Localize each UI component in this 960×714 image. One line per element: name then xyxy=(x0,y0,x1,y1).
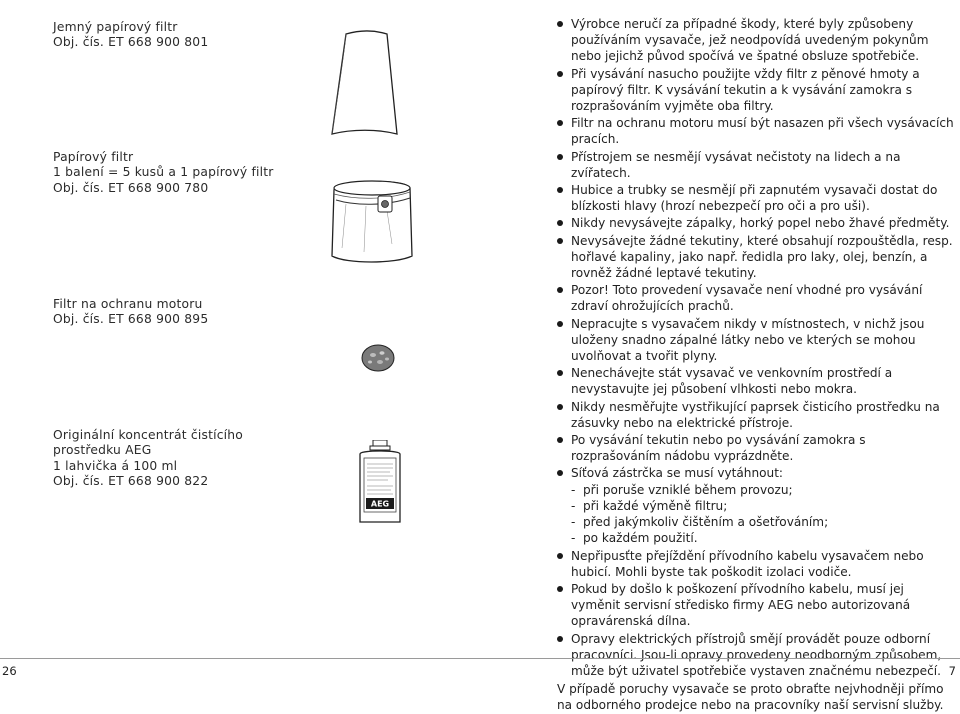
bullet-icon xyxy=(557,470,563,476)
product-name: Originální koncentrát čistícího xyxy=(53,428,244,442)
bullet-icon xyxy=(557,370,563,376)
bullet-icon xyxy=(557,437,563,443)
sub-list-item xyxy=(571,482,955,498)
page-number-left: 26 xyxy=(2,664,17,678)
list-item xyxy=(557,399,955,431)
list-item xyxy=(557,432,955,464)
sub-list-item-text: před jakýmkoliv čištěním a ošetřováním; xyxy=(583,515,829,530)
list-item xyxy=(557,149,955,181)
list-item xyxy=(557,548,955,580)
list-item xyxy=(557,16,955,65)
bullet-icon xyxy=(557,187,563,193)
product-cleaning-concentrate xyxy=(53,428,283,490)
order-number: Obj. čís. ET 668 900 822 xyxy=(53,474,209,489)
list-item-text: Filtr na ochranu motoru musí být nasazen při všech vysávacích pracích. xyxy=(571,116,954,147)
package-info: 1 lahvička á 100 ml xyxy=(53,458,178,473)
list-item xyxy=(557,233,955,282)
list-item-text: Pozor! Toto provedení vysavače není vhodné pro vysávání zdraví ohrožujících prachů. xyxy=(571,283,923,314)
bullet-icon xyxy=(557,220,563,226)
list-item xyxy=(557,631,955,680)
dash-icon: - xyxy=(571,515,576,530)
sub-list-item-text: po každém použití. xyxy=(583,531,698,546)
bullet-icon xyxy=(557,71,563,77)
list-item xyxy=(557,215,955,231)
product-name: Jemný papírový filtr xyxy=(53,20,178,34)
list-item-text: Opravy elektrických přístrojů smějí provádět pouze odborní pracovníci. Jsou-li opravy provedeny neodborným způsobem, může být uživatel spotřebiče vystaven značnému nebezpečí. xyxy=(571,631,942,678)
product-name: Filtr na ochranu motoru xyxy=(53,297,203,311)
list-item-text: Pokud by došlo k poškození přívodního kabelu, musí jej vyměnit servisní středisko firmy AEG nebo autorizovaná opravárenská dílna. xyxy=(571,581,911,629)
package-info: 1 balení = 5 kusů a 1 papírový filtr xyxy=(53,165,274,180)
bottle-shadow xyxy=(404,521,406,522)
list-item xyxy=(557,282,955,314)
bullet-icon xyxy=(557,154,563,160)
product-motor-filter xyxy=(53,297,283,328)
list-item-text: Nikdy nesměřujte vystřikující paprsek čisticího prostředku na zásuvky nebo na elektrické přístroje. xyxy=(571,399,940,430)
bottle-brand-logo: AEG xyxy=(370,499,390,509)
list-item xyxy=(557,581,955,630)
product-paper-filter xyxy=(53,150,283,196)
cleaning-concentrate-bottle-illustration xyxy=(352,440,408,525)
right-page xyxy=(480,0,960,713)
list-item xyxy=(557,66,955,115)
list-item-text: Síťová zástrčka se musí vytáhnout: xyxy=(571,466,784,481)
sub-list-item xyxy=(571,514,955,530)
page-footer-divider xyxy=(0,658,960,659)
instruction-list xyxy=(557,16,955,679)
list-item-text: Hubice a trubky se nesmějí při zapnutém vysavači dostat do blízkosti hlavy (hrozí nebezpečí pro oči a pro uši). xyxy=(571,183,938,214)
product-fine-paper-filter xyxy=(53,20,283,51)
bullet-icon xyxy=(557,120,563,126)
list-item xyxy=(557,115,955,147)
safety-instructions xyxy=(557,16,955,714)
dash-icon: - xyxy=(571,482,576,497)
bullet-icon xyxy=(557,287,563,293)
list-item-text: Nevysávejte žádné tekutiny, které obsahují rozpouštědla, resp. hořlavé kapaliny, jako např. ředidla pro laky, olej, benzín, a rovněž žádné leptavé tekutiny. xyxy=(571,233,953,281)
bullet-icon xyxy=(557,636,563,642)
bullet-icon xyxy=(557,321,563,327)
list-item-text: Při vysávání nasucho použijte vždy filtr z pěnové hmoty a papírový filtr. K vysávání tekutin a k vysávání zamokra s rozprašováním vyjměte oba filtry. xyxy=(571,66,920,114)
list-item-text: Nepracujte s vysavačem nikdy v místnostech, v nichž jsou uloženy snadno zápalné látky nebo ve kterých se mohou uvolňovat a tvořit plyny. xyxy=(571,316,925,364)
list-item-text: Přístrojem se nesmějí vysávat nečistoty na lidech a na zvířatech. xyxy=(571,149,901,180)
list-item-text: Nepřipusťte přejíždění přívodního kabelu vysavačem nebo hubicí. Mohli byste tak poškodit izolaci vodiče. xyxy=(571,548,924,579)
list-item-text: Po vysávání tekutin nebo po vysávání zamokra s rozprašováním nádobu vyprázdněte. xyxy=(571,433,866,464)
product-name-cont: prostředku AEG xyxy=(53,443,152,458)
list-item xyxy=(557,365,955,397)
bullet-icon xyxy=(557,238,563,244)
list-item-text: Nikdy nevysávejte zápalky, horký popel nebo žhavé předměty. xyxy=(571,216,950,231)
list-item xyxy=(557,182,955,214)
list-item xyxy=(557,316,955,365)
dash-icon: - xyxy=(571,498,576,513)
list-item-socket xyxy=(557,465,955,546)
page-number-right: 7 xyxy=(948,664,956,678)
left-page xyxy=(0,0,480,677)
list-item-text: Nenechávejte stát vysavač ve venkovním prostředí a nevystavujte jej působení vlhkosti nebo mokra. xyxy=(571,366,893,397)
list-item-text: Výrobce neručí za případné škody, které byly způsobeny používáním vysavače, jež neodpovídá uvedeným pokynům nebo jejichž původ spočívá ve špatné obsluze spotřebiče. xyxy=(571,17,929,64)
dash-icon: - xyxy=(571,531,576,546)
bullet-icon xyxy=(557,21,563,27)
motor-protection-filter-illustration xyxy=(360,340,396,376)
bullet-icon xyxy=(557,404,563,410)
closing-paragraph: V případě poruchy vysavače se proto obraťte nejvhodněji přímo na odborného prodejce nebo na pracovníky naší servisní služby. xyxy=(557,682,944,713)
order-number: Obj. čís. ET 668 900 895 xyxy=(53,312,209,327)
order-number: Obj. čís. ET 668 900 801 xyxy=(53,35,209,50)
bullet-icon xyxy=(557,586,563,592)
sub-list xyxy=(571,482,955,547)
bullet-icon xyxy=(557,553,563,559)
order-number: Obj. čís. ET 668 900 780 xyxy=(53,180,209,195)
product-name: Papírový filtr xyxy=(53,150,134,164)
paper-filter-bag-illustration xyxy=(326,174,416,266)
sub-list-item-text: při poruše vzniklé během provozu; xyxy=(583,482,793,497)
sub-list-item xyxy=(571,498,955,514)
fine-paper-filter-illustration xyxy=(330,30,400,140)
sub-list-item xyxy=(571,530,955,546)
sub-list-item-text: při každé výměně filtru; xyxy=(583,498,728,513)
